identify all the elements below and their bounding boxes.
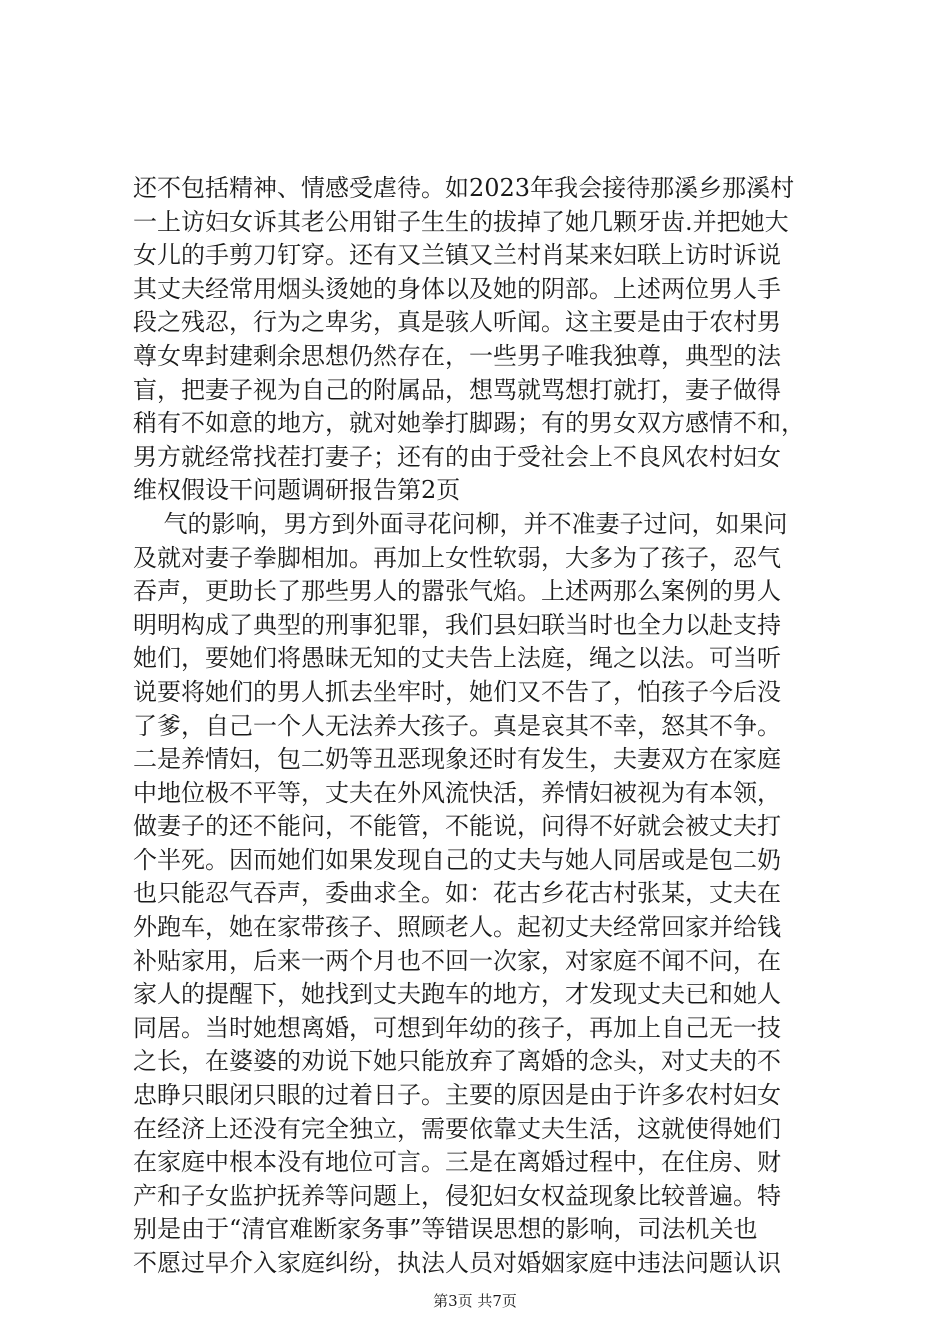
text-line: 尊女卑封建剩余思想仍然存在，一些男子唯我独尊，典型的法 <box>133 341 781 370</box>
text-line: 补贴家用，后来一两个月也不回一次家，对家庭不闻不问，在 <box>133 946 781 975</box>
text-line: 还不包括精神、情感受虐待。如2023年我会接待那溪乡那溪村 <box>133 174 795 202</box>
text-line: 稍有不如意的地方，就对她拳打脚踢；有的男女双方感情不和， <box>133 409 805 438</box>
text-line: 女儿的手剪刀钉穿。还有又兰镇又兰村肖某来妇联上访时诉说 <box>133 241 781 270</box>
text-line: 在家庭中根本没有地位可言。三是在离婚过程中，在住房、财 <box>133 1148 781 1177</box>
text-line: 也只能忍气吞声，委曲求全。如：花古乡花古村张某，丈夫在 <box>133 879 781 908</box>
text-line: 之长，在婆婆的劝说下她只能放弃了离婚的念头，对丈夫的不 <box>133 1047 781 1076</box>
text-line: 男方就经常找茬打妻子；还有的由于受社会上不良风农村妇女 <box>133 442 781 471</box>
text-line: 她们，要她们将愚昧无知的丈夫告上法庭，绳之以法。可当听 <box>133 644 781 673</box>
text-line: 做妻子的还不能问，不能管，不能说，问得不好就会被丈夫打 <box>133 812 781 841</box>
text-line: 段之残忍，行为之卑劣，真是骇人听闻。这主要是由于农村男 <box>133 308 781 337</box>
text-line: 不愿过早介入家庭纠纷，执法人员对婚姻家庭中违法问题认识 <box>133 1249 781 1277</box>
text-line: 了爹，自己一个人无法养大孩子。真是哀其不幸，怒其不争。 <box>133 711 781 740</box>
text-line: 外跑车，她在家带孩子、照顾老人。起初丈夫经常回家并给钱 <box>133 913 781 942</box>
text-line: 二是养情妇，包二奶等丑恶现象还时有发生，夫妻双方在家庭 <box>133 745 781 774</box>
text-line: 明明构成了典型的刑事犯罪，我们县妇联当时也全力以赴支持 <box>133 610 781 639</box>
text-line: 及就对妻子拳脚相加。再加上女性软弱，大多为了孩子，忍气 <box>133 543 781 572</box>
text-line: 其丈夫经常用烟头烫她的身体以及她的阴部。上述两位男人手 <box>133 274 781 303</box>
text-line: 一上访妇女诉其老公用钳子生生的拔掉了她几颗牙齿.并把她大 <box>133 207 789 236</box>
text-line: 在经济上还没有完全独立，需要依靠丈夫生活，这就使得她们 <box>133 1114 781 1143</box>
text-line: 忠睁只眼闭只眼的过着日子。主要的原因是由于许多农村妇女 <box>133 1081 781 1110</box>
text-line: 同居。当时她想离婚，可想到年幼的孩子，再加上自己无一技 <box>133 1013 781 1042</box>
body-text <box>133 172 833 1281</box>
text-line: 维权假设干问题调研报告第2页 <box>133 476 461 505</box>
text-line: 气的影响，男方到外面寻花问柳，并不准妻子过问，如果问 <box>133 509 788 538</box>
text-line: 吞声，更助长了那些男人的嚣张气焰。上述两那么案例的男人 <box>133 577 781 606</box>
text-line: 家人的提醒下，她找到丈夫跑车的地方，才发现丈夫已和她人 <box>133 980 781 1009</box>
page-footer: 第3页 共7页 <box>433 1292 517 1310</box>
text-line: 说要将她们的男人抓去坐牢时，她们又不告了，怕孩子今后没 <box>133 677 781 706</box>
text-line: 个半死。因而她们如果发现自己的丈夫与她人同居或是包二奶 <box>133 845 781 874</box>
text-line: 盲，把妻子视为自己的附属品，想骂就骂想打就打，妻子做得 <box>133 375 781 404</box>
text-line: 中地位极不平等，丈夫在外风流快活，养情妇被视为有本领， <box>133 778 781 807</box>
text-line: 产和子女监护抚养等问题上，侵犯妇女权益现象比较普遍。特 <box>133 1181 781 1210</box>
text-line: 别是由于“清官难断家务事”等错误思想的影响，司法机关也 <box>133 1215 758 1244</box>
